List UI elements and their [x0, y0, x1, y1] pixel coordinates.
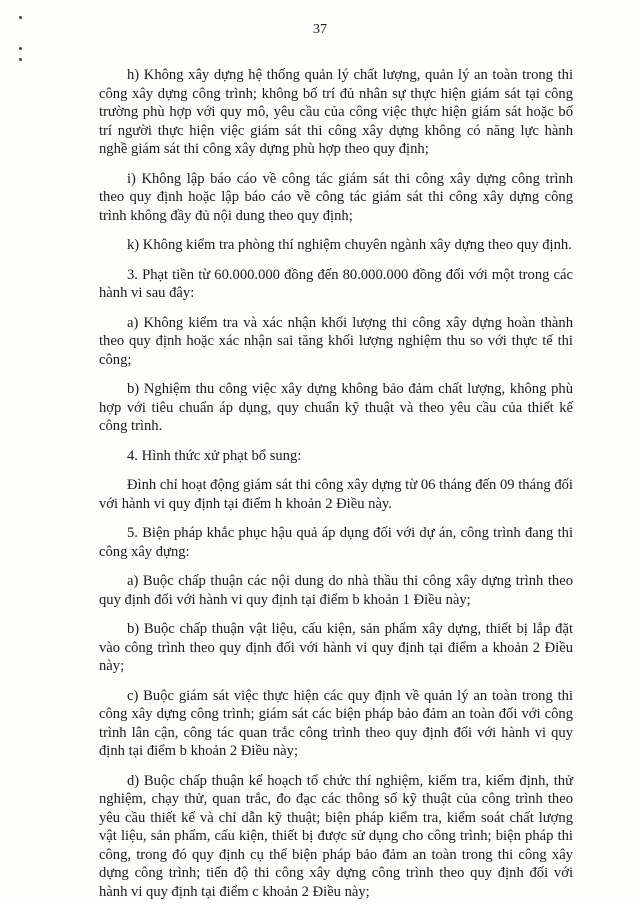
- paragraph-2h: h) Không xây dựng hệ thống quản lý chất lượng, quản lý an toàn trong thi công xây dựng công trình; không bố trí đủ nhân sự thực hiện giám sát tại công trường phù hợp với quy mô, yêu cầu của công việc thực hiện giám sát hoặc bố trí người thực hiện việc giám sát thi công xây dựng không có năng lực hành nghề giám sát thi công xây dựng phù hợp theo quy định;: [99, 67, 573, 157]
- scan-mark: [19, 16, 22, 19]
- paragraph-5: 5. Biện pháp khắc phục hậu quả áp dụng đối với dự án, công trình đang thi công xây dựng:: [99, 525, 573, 560]
- document-body: [99, 66, 573, 912]
- paragraph-4: 4. Hình thức xử phạt bổ sung:: [127, 447, 302, 464]
- paragraph-5a: a) Buộc chấp thuận các nội dung do nhà thầu thi công xây dựng trình theo quy định đối với hành vi quy định tại điểm b khoản 1 Điều này;: [99, 573, 573, 608]
- paragraph-5b: b) Buộc chấp thuận vật liệu, cấu kiện, sản phẩm xây dựng, thiết bị lắp đặt vào công trình theo quy định đối với hành vi quy định tại điểm a khoản 2 Điều này;: [99, 621, 573, 674]
- paragraph-5d: d) Buộc chấp thuận kế hoạch tổ chức thí nghiệm, kiểm tra, kiểm định, thử nghiệm, chạy thử, quan trắc, đo đạc các thông số kỹ thuật của công trình theo yêu cầu thiết kế và chỉ dẫn kỹ thuật; biện pháp kiểm tra, kiểm soát chất lượng vật liệu, sản phẩm, cấu kiện, thiết bị được sử dụng cho công trình; biện pháp thi công, trong đó quy định cụ thể biện pháp bảo đảm an toàn trong thi công xây dựng công trình; tiến độ thi công xây dựng công trình theo quy định đối với hành vi quy định tại điểm c khoản 2 Điều này;: [99, 772, 573, 900]
- paragraph-3: 3. Phạt tiền từ 60.000.000 đồng đến 80.000.000 đồng đối với một trong các hành vi sau đây:: [99, 266, 573, 301]
- scan-mark: [19, 58, 22, 61]
- paragraph-2i: i) Không lập báo cáo về công tác giám sát thi công xây dựng công trình theo quy định hoặc lập báo cáo về công tác giám sát thi công xây dựng công trình không đầy đủ nội dung theo quy định;: [99, 170, 573, 224]
- paragraph-2k: k) Không kiểm tra phòng thí nghiệm chuyên ngành xây dựng theo quy định.: [127, 237, 572, 253]
- paragraph-5c: c) Buộc giám sát việc thực hiện các quy định về quản lý an toàn trong thi công xây dựng công trình; giám sát các biện pháp bảo đảm an toàn đối với công trình lân cận, công tác quan trắc công trình theo quy định đối với hành vi quy định tại điểm b khoản 2 Điều này;: [99, 687, 573, 759]
- paragraph-4-text: Đình chỉ hoạt động giám sát thi công xây dựng từ 06 tháng đến 09 tháng đối với hành vi quy định tại điểm h khoản 2 Điều này.: [99, 477, 573, 512]
- page-number: 37: [313, 22, 327, 37]
- paragraph-3a: a) Không kiểm tra và xác nhận khối lượng thi công xây dựng hoàn thành theo quy định hoặc xác nhận sai tăng khối lượng nghiệm thu so với thực tế thi công;: [99, 314, 573, 368]
- scan-mark: [19, 47, 22, 50]
- paragraph-3b: b) Nghiệm thu công việc xây dựng không bảo đảm chất lượng, không phù hợp với tiêu chuẩn áp dụng, quy chuẩn kỹ thuật và theo yêu cầu của thiết kế công trình.: [99, 381, 573, 434]
